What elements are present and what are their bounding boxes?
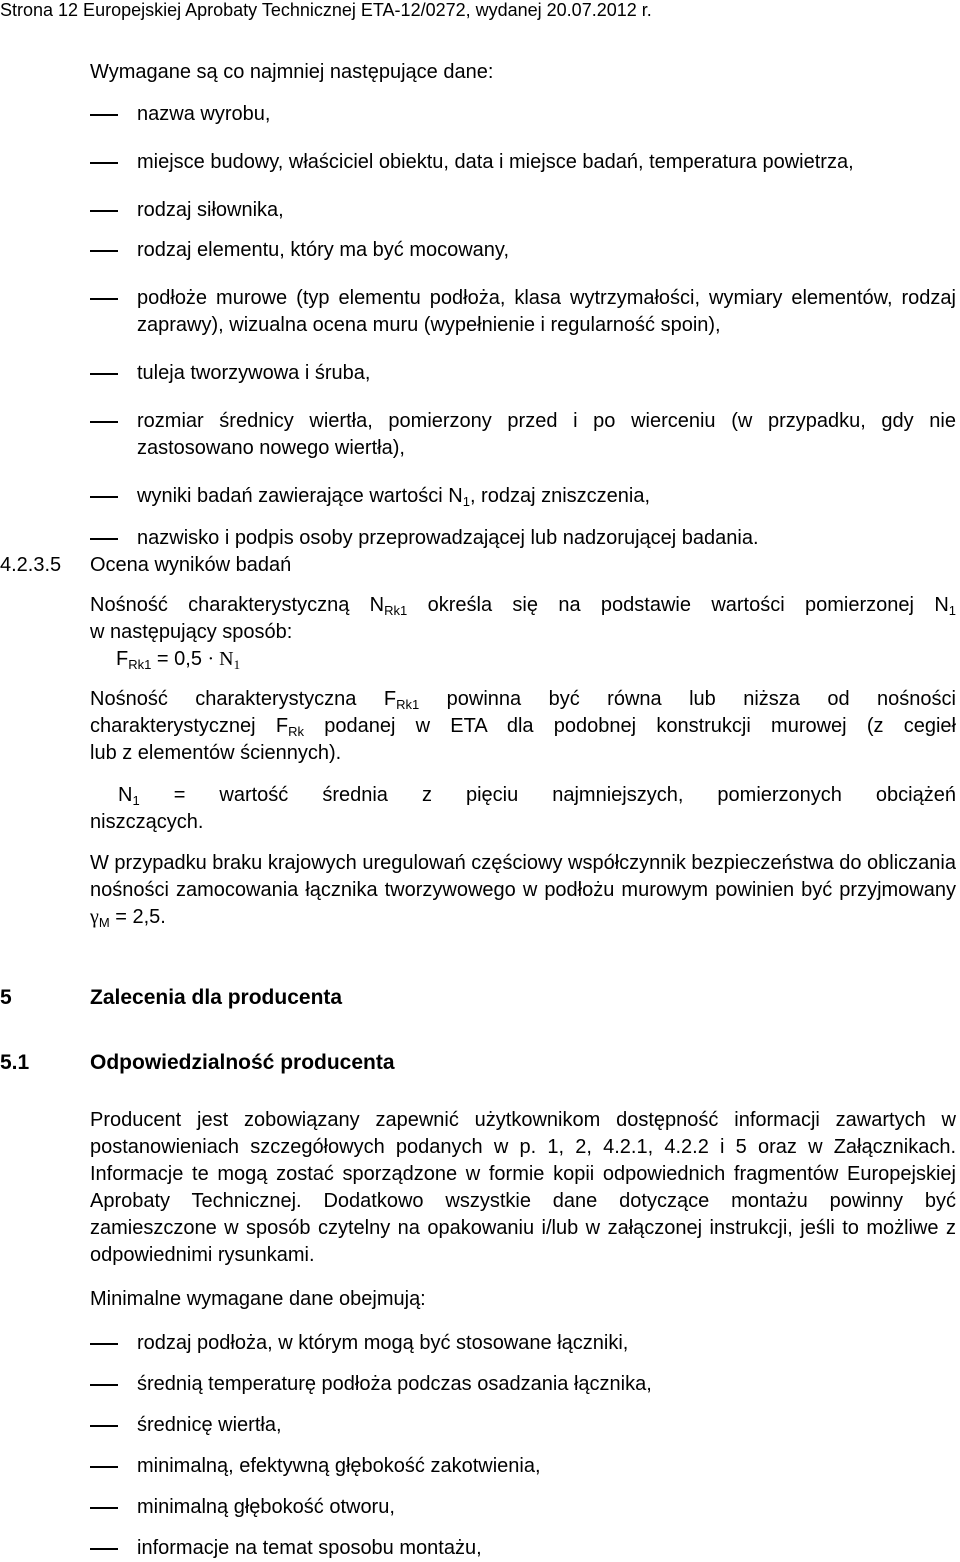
paragraph-producent: Producent jest zobowiązany zapewnić użytkownikom dostępność informacji zawartych w postanowieniach szczegółowych podanych w p. 1, 2, 4.2.1, 4.2.2 i 5 oraz w Załącznikach. Informacje te mogą zostać sporządzone w formie kopii odpowiednich fragmentów Europejskiej Aprobaty Technicznej. Dodatkowo wszystkie dane dotyczące montażu powinny być zamieszczone w sposób czytelny na opakowaniu i/lub w załączonej instrukcji, jeśli to możliwe z odpowiednimi rysunkami. — [90, 1109, 956, 1266]
dash-bullet-icon — [90, 538, 118, 540]
section-heading-5-1 — [0, 1049, 956, 1076]
dash-bullet-icon — [90, 1507, 118, 1509]
list-item: wyniki badań zawierające wartości $N_1$, rodzaj zniszczenia, — [90, 483, 956, 510]
paragraph-gamma: W przypadku braku krajowych uregulowań częściowy współczynnik bezpieczeństwa do obliczania nośności zamocowania łącznika tworzywowego w podłożu murowym powinien być przyjmowany $\gamma_M = 2,5$. — [90, 852, 956, 930]
dash-bullet-icon — [90, 250, 118, 252]
list-item: nazwa wyrobu, — [90, 101, 956, 128]
list-item: miejsce budowy, właściciel obiektu, data i miejsce badań, temperatura powietrza, — [90, 149, 956, 176]
list-item: podłoże murowe (typ elementu podłoża, klasa wytrzymałości, wymiary elementów, rodzaj zaprawy), wizualna ocena muru (wypełnienie i regularność spoin), — [90, 285, 956, 339]
dash-bullet-icon — [90, 421, 118, 423]
section-title: Odpowiedzialność producenta — [90, 1051, 395, 1074]
section-number: 5.1 — [0, 1051, 30, 1074]
section-heading-5 — [0, 984, 956, 1011]
paragraph-n1-definition: $N_1$ = wartość średnia z pięciu najmniejszych, pomierzonych obciążeń niszczących. — [90, 784, 956, 833]
section-title: Zalecenia dla producenta — [90, 986, 343, 1009]
list-item: rodzaj podłoża, w którym mogą być stosowane łączniki, — [90, 1330, 956, 1357]
dash-bullet-icon — [90, 373, 118, 375]
min-intro: Minimalne wymagane dane obejmują: — [90, 1288, 426, 1310]
dash-bullet-icon — [90, 1343, 118, 1345]
section-heading-4-2-3-5 — [0, 552, 956, 579]
dash-bullet-icon — [90, 1548, 118, 1550]
list-item: minimalną, efektywną głębokość zakotwienia, — [90, 1453, 956, 1480]
list-item: średnią temperaturę podłoża podczas osadzania łącznika, — [90, 1371, 956, 1398]
dash-bullet-icon — [90, 298, 118, 300]
section-title: Ocena wyników badań — [90, 554, 292, 576]
formula: $F_{Rk1} = 0,5 \cdot N_1$ — [116, 648, 241, 672]
document-body — [0, 59, 957, 1562]
list-item: średnicę wiertła, — [90, 1412, 956, 1439]
dash-bullet-icon — [90, 210, 118, 212]
list-item: minimalną głębokość otworu, — [90, 1494, 956, 1521]
dash-bullet-icon — [90, 496, 118, 498]
section-number: 4.2.3.5 — [0, 554, 62, 576]
section-number: 5 — [0, 986, 12, 1009]
requirements-list — [90, 101, 956, 552]
list-item: rodzaj elementu, który ma być mocowany, — [90, 237, 956, 264]
min-requirements-list — [90, 1330, 956, 1562]
dash-bullet-icon — [90, 162, 118, 164]
dash-bullet-icon — [90, 1425, 118, 1427]
paragraph-nosnosc-charakterystyczna: Nośność charakterystyczna $F_{Rk1}$ powinna być równa lub niższa od nośności charakterystycznej $F_{Rk}$ podanej w ETA dla podobnej konstrukcji murowej (z cegieł lub z elementów ściennych). — [90, 688, 957, 764]
dash-bullet-icon — [90, 1384, 118, 1386]
page-header: Strona 12 Europejskiej Aprobaty Technicznej ETA-12/0272, wydanej 20.07.2012 r. — [0, 0, 652, 20]
list-item: rozmiar średnicy wiertła, pomierzony przed i po wierceniu (w przypadku, gdy nie zastosowano nowego wiertła), — [90, 408, 956, 462]
dash-bullet-icon — [90, 1466, 118, 1468]
dash-bullet-icon — [90, 114, 118, 116]
list-item: nazwisko i podpis osoby przeprowadzającej lub nadzorującej badania. — [90, 525, 956, 552]
list-item: informacje na temat sposobu montażu, — [90, 1535, 956, 1562]
paragraph-nosnosc: Nośność charakterystyczną $N_{Rk1}$ określa się na podstawie wartości pomierzonej $N_1$ w następujący sposób: — [90, 594, 956, 643]
requirements-intro: Wymagane są co najmniej następujące dane: — [90, 61, 494, 83]
list-item: tuleja tworzywowa i śruba, — [90, 360, 956, 387]
list-item: rodzaj siłownika, — [90, 197, 956, 224]
